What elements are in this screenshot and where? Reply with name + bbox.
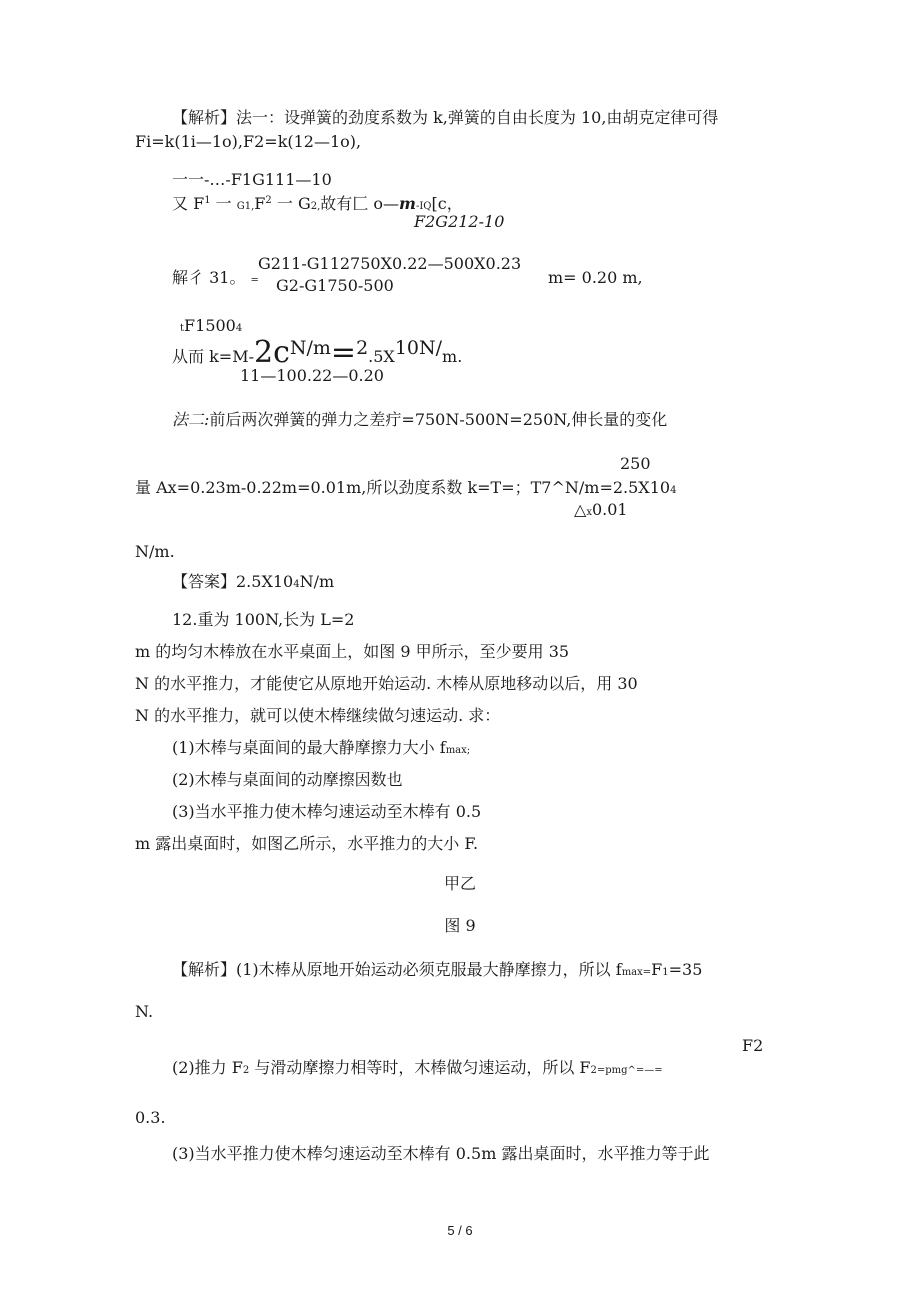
large-text: =: [330, 335, 357, 370]
subscript: 2,: [310, 201, 321, 212]
question-12-part-2: (2)木棒与桌面间的动摩擦因数也: [172, 770, 403, 789]
text-run: 又 F: [172, 194, 205, 213]
figure-labels: 甲乙: [443, 874, 476, 893]
subscript: 2: [242, 1065, 250, 1076]
fraction-numerator-250: 250: [620, 454, 651, 473]
subscript: 2=pmg^=—=: [590, 1065, 663, 1076]
subscript: t: [180, 323, 185, 334]
text-run: F1500: [184, 316, 236, 335]
unit-line: N/m.: [135, 542, 175, 561]
subscript: G1,: [236, 201, 255, 212]
text-run: 前后两次弹簧的弹力之差疔=750N-500N=250N,伸长量的变化: [209, 410, 668, 429]
k-denominator: 11—100.22—0.20: [240, 366, 384, 385]
equals-sign: =: [250, 275, 259, 286]
fraction-denominator-line: F2G212-10: [414, 212, 505, 231]
text-run: 【答案】2.5X10: [172, 572, 294, 591]
subscript: -IQ: [415, 201, 432, 212]
k-numerator: [180, 318, 242, 334]
text-run: [c，: [431, 194, 463, 213]
question-12-text-3: N 的水平推力，就可以使木棒继续做匀速运动. 求：: [135, 706, 501, 725]
hooke-law-equations: Fi=k(1i—1o),F2=k(12—1o),: [135, 132, 362, 151]
text-run: F: [651, 960, 663, 979]
subscript: 4: [235, 323, 243, 334]
question-12-text-1: m 的均匀木棒放在水平桌面上，如图 9 甲所示，至少要用 35: [135, 642, 570, 661]
text-run: 解彳 31。: [172, 268, 246, 287]
text-run: 0.01: [591, 500, 628, 519]
text-run: .: [457, 347, 463, 366]
superscript: 2: [265, 195, 272, 206]
text-run: △: [574, 500, 587, 519]
solve-result: m= 0.20 m,: [548, 268, 643, 287]
extension-line: [135, 480, 676, 496]
subscript: 1: [662, 967, 669, 978]
solution-part-2: [172, 1060, 663, 1076]
text-run: 一: [210, 194, 237, 213]
subscript: max;: [445, 745, 471, 756]
answer-line: [172, 574, 334, 590]
k-result-line: [172, 335, 463, 370]
superscript: N/m: [289, 337, 331, 359]
equation-ratio-line: [172, 196, 463, 212]
subscript: x: [586, 507, 592, 518]
page-number: 5 / 6: [447, 1223, 473, 1238]
superscript: 10N/: [394, 337, 443, 359]
solve-label: [172, 270, 259, 286]
text-run: 一 G: [271, 194, 311, 213]
subscript: 4: [293, 579, 300, 590]
text-run: m: [442, 347, 458, 366]
text-run: 从而 k=M-: [172, 347, 254, 366]
text-run: =35: [668, 960, 703, 979]
text-run: (1)木棒与桌面间的最大静摩擦力大小 f: [172, 738, 446, 757]
text-run: 与滑动摩擦力相等时，木棒做匀速运动，所以 F: [249, 1058, 591, 1077]
question-12-part-1: [172, 740, 470, 756]
solve-denominator: G2-G1750-500: [276, 276, 394, 295]
text-run: m: [399, 194, 416, 213]
fraction-denominator-001: [574, 502, 628, 518]
figure-caption: 图 9: [444, 916, 476, 935]
fraction-numerator-line: 一一-…-F1G111—10: [172, 170, 332, 189]
solution-part-2-result: 0.3.: [135, 1108, 166, 1127]
solution-method-1-intro: 【解析】法一：设弹簧的劲度系数为 k,弹簧的自由长度为 10,由胡克定律可得: [172, 108, 719, 127]
solve-numerator: G211-G112750X0.22—500X0.23: [258, 254, 522, 273]
text-run: N/m: [299, 572, 335, 591]
solution-part-3: (3)当水平推力使木棒匀速运动至木棒有 0.5m 露出桌面时，水平推力等于此: [172, 1144, 710, 1163]
question-12-part-3: (3)当水平推力使木棒匀速运动至木棒有 0.5: [172, 802, 482, 821]
method-2-label: 法二:: [172, 410, 210, 429]
subscript: max=: [621, 967, 652, 978]
question-12-text-2: N 的水平推力，才能使它从原地开始运动. 木棒从原地移动以后，用 30: [135, 674, 638, 693]
solution-part-1: [172, 962, 702, 978]
text-run: 【解析】(1)木棒从原地开始运动必须克服最大静摩擦力，所以 f: [172, 960, 622, 979]
superscript: 1: [204, 195, 211, 206]
text-run: (2)推力 F: [172, 1058, 243, 1077]
subscript: 4: [670, 485, 677, 496]
question-12-title: 12.重为 100N,长为 L=2: [172, 610, 355, 629]
method-2-line: [172, 412, 667, 428]
superscript: 2: [356, 337, 369, 359]
solution-part-1-cont: N.: [135, 1002, 154, 1021]
text-run: 故有匚 o—: [320, 194, 400, 213]
large-text: 2c: [253, 335, 290, 370]
text-run: 量 Ax=0.23m-0.22m=0.01m,所以劲度系数 k=T=；T7^N/m=2.5X10: [135, 478, 671, 497]
text-run: F: [254, 194, 266, 213]
fraction-numerator-f2: F2: [742, 1036, 764, 1055]
text-run: .5X: [368, 347, 395, 366]
question-12-part-3-cont: m 露出桌面时，如图乙所示，水平推力的大小 F.: [135, 834, 479, 853]
